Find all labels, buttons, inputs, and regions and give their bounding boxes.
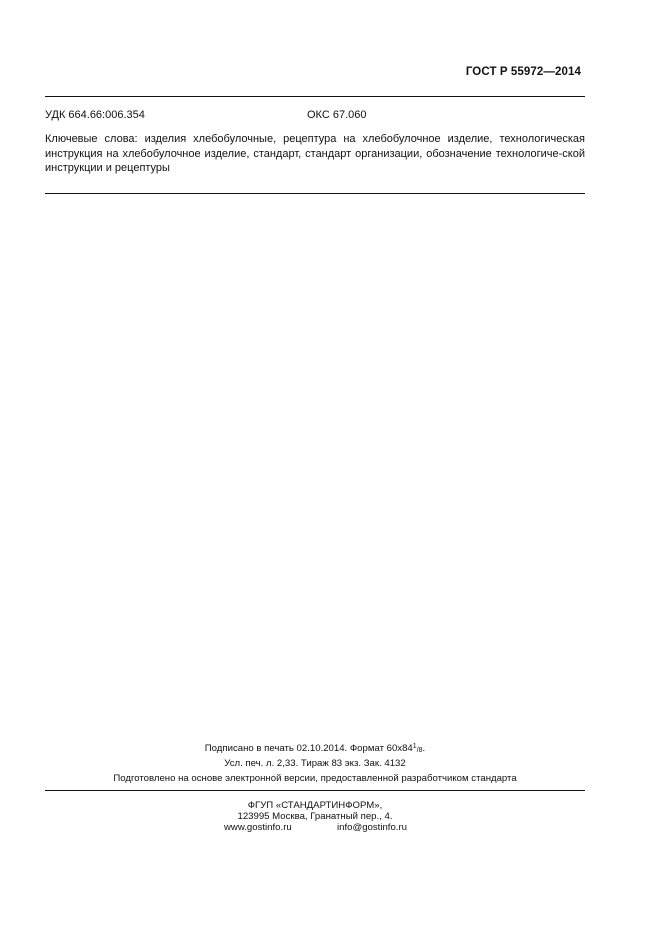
publisher-address: 123995 Москва, Гранатный пер., 4.	[237, 811, 393, 822]
document-code: ГОСТ Р 55972—2014	[465, 66, 581, 78]
signed-prefix: Подписано в печать 02.10.2014. Формат 60x84	[204, 743, 413, 754]
signed-for-print-line	[45, 743, 585, 756]
udc-code: УДК 664.66:006.354	[45, 109, 145, 121]
print-sheets-line: Усл. печ. л. 2,33. Тираж 83 экз. Зак. 4132	[224, 758, 406, 769]
keywords-divider	[45, 193, 585, 194]
format-denominator: 8	[418, 747, 423, 754]
publisher-name: ФГУП «СТАНДАРТИНФОРМ»,	[247, 800, 383, 811]
keywords-paragraph: Ключевые слова: изделия хлебобулочные, рецептура на хлебобулочное изделие, технологическая инструкция на хлебобулочное изделие, стандарт, стандарт организации, обозначение технологиче-ской инструкции и рецептуры	[45, 133, 585, 174]
signed-suffix: .	[422, 743, 426, 754]
format-separator: /	[416, 747, 419, 754]
publisher-email: info@gostinfo.ru	[337, 822, 408, 833]
footer-divider	[45, 790, 585, 791]
format-numerator: 1	[412, 743, 417, 750]
publisher-website: www.gostinfo.ru	[224, 822, 292, 833]
oks-code: ОКС 67.060	[307, 109, 367, 121]
publisher-contacts	[224, 822, 424, 834]
prepared-from-electronic-line: Подготовлено на основе электронной версии, предоставленной разработчиком стандарта	[113, 773, 517, 784]
header-divider	[45, 96, 585, 97]
